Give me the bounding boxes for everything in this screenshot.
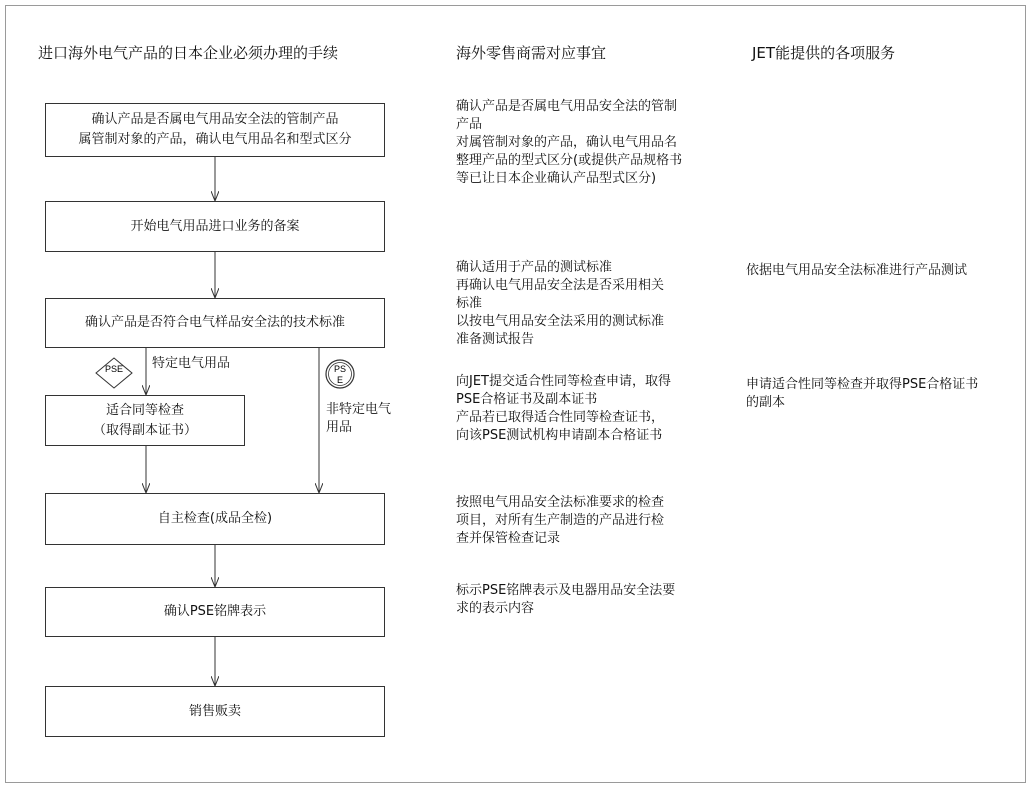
step-line: 开始电气用品进口业务的备案 [130,218,300,234]
note-line: 标示PSE铭牌表示及电器用品安全法要 [456,583,676,598]
step-line: 确认产品是否符合电气样品安全法的技术标准 [84,315,345,330]
note-line: 按照电气用品安全法标准要求的检查 [456,495,665,510]
note-line: 以按电气用品安全法采用的测试标准 [456,314,665,329]
retailer-note-pse-label [456,582,675,618]
retailer-note-conformity [456,373,671,445]
step-line: 确认产品是否属电气用品安全法的管制产品 [91,112,339,127]
branch-line: 用品 [326,420,353,435]
retailer-note-test-standard [456,259,664,349]
header-retailer: 海外零售商需对应事宜 [456,44,607,62]
diamond-pse-mark [96,358,132,388]
note-line: 整理产品的型式区分(或提供产品规格书 [456,153,683,168]
note-line: 项目，对所有生产制造的产品进行检 [456,513,665,528]
jet-service-testing [746,262,967,280]
note-line: 等已让日本企业确认产品型式区分) [456,171,657,186]
step-line: 适合同等检查 [105,402,184,418]
service-line: 依据电气用品安全法标准进行产品测试 [746,263,968,278]
note-line: 产品 [456,117,483,132]
branch-line: 非特定电气 [326,402,392,417]
note-line: 查并保管检查记录 [456,531,561,546]
jet-service-certificate [746,376,978,412]
label-non-specific-electrical [326,401,391,437]
diamond-pse-text: PSE [104,364,124,374]
note-line: 再确认电气用品安全法是否采用相关 [456,278,665,293]
service-line: 的副本 [746,395,786,410]
header-jet: JET能提供的各项服务 [752,44,896,62]
note-line: 标准 [456,296,483,311]
circle-pse-text-bottom: E [336,375,344,385]
note-line: 确认适用于产品的测试标准 [456,260,613,275]
note-line: 向JET提交适合性同等检查申请，取得 [456,374,671,389]
circle-pse-text-top: PS [333,364,347,374]
step-line: 销售贩卖 [188,703,241,719]
note-line: 产品若已取得适合性同等检查证书， [456,410,665,425]
step-line: 自主检查(成品全检) [157,511,273,526]
note-line: 确认产品是否属电气用品安全法的管制 [456,99,678,114]
header-procedure: 进口海外电气产品的日本企业必须办理的手续 [38,44,339,62]
step-line: 确认PSE铭牌表示 [163,604,267,619]
retailer-note-regulated [456,98,682,188]
step-line: （取得副本证书） [92,422,197,438]
note-line: 求的表示内容 [456,601,535,616]
note-line: PSE合格证书及副本证书 [456,392,598,407]
label-specific-electrical [152,355,230,373]
note-line: 准备测试报告 [456,332,535,347]
circle-pse-mark [326,360,354,388]
step-line: 属管制对象的产品，确认电气用品名和型式区分 [78,132,352,147]
retailer-note-self-inspection [456,494,664,548]
service-line: 申请适合性同等检查并取得PSE合格证书 [746,377,979,392]
note-line: 对属管制对象的产品，确认电气用品名 [456,135,678,150]
branch-line: 特定电气用品 [152,356,231,371]
note-line: 向该PSE测试机构申请副本合格证书 [456,428,663,443]
